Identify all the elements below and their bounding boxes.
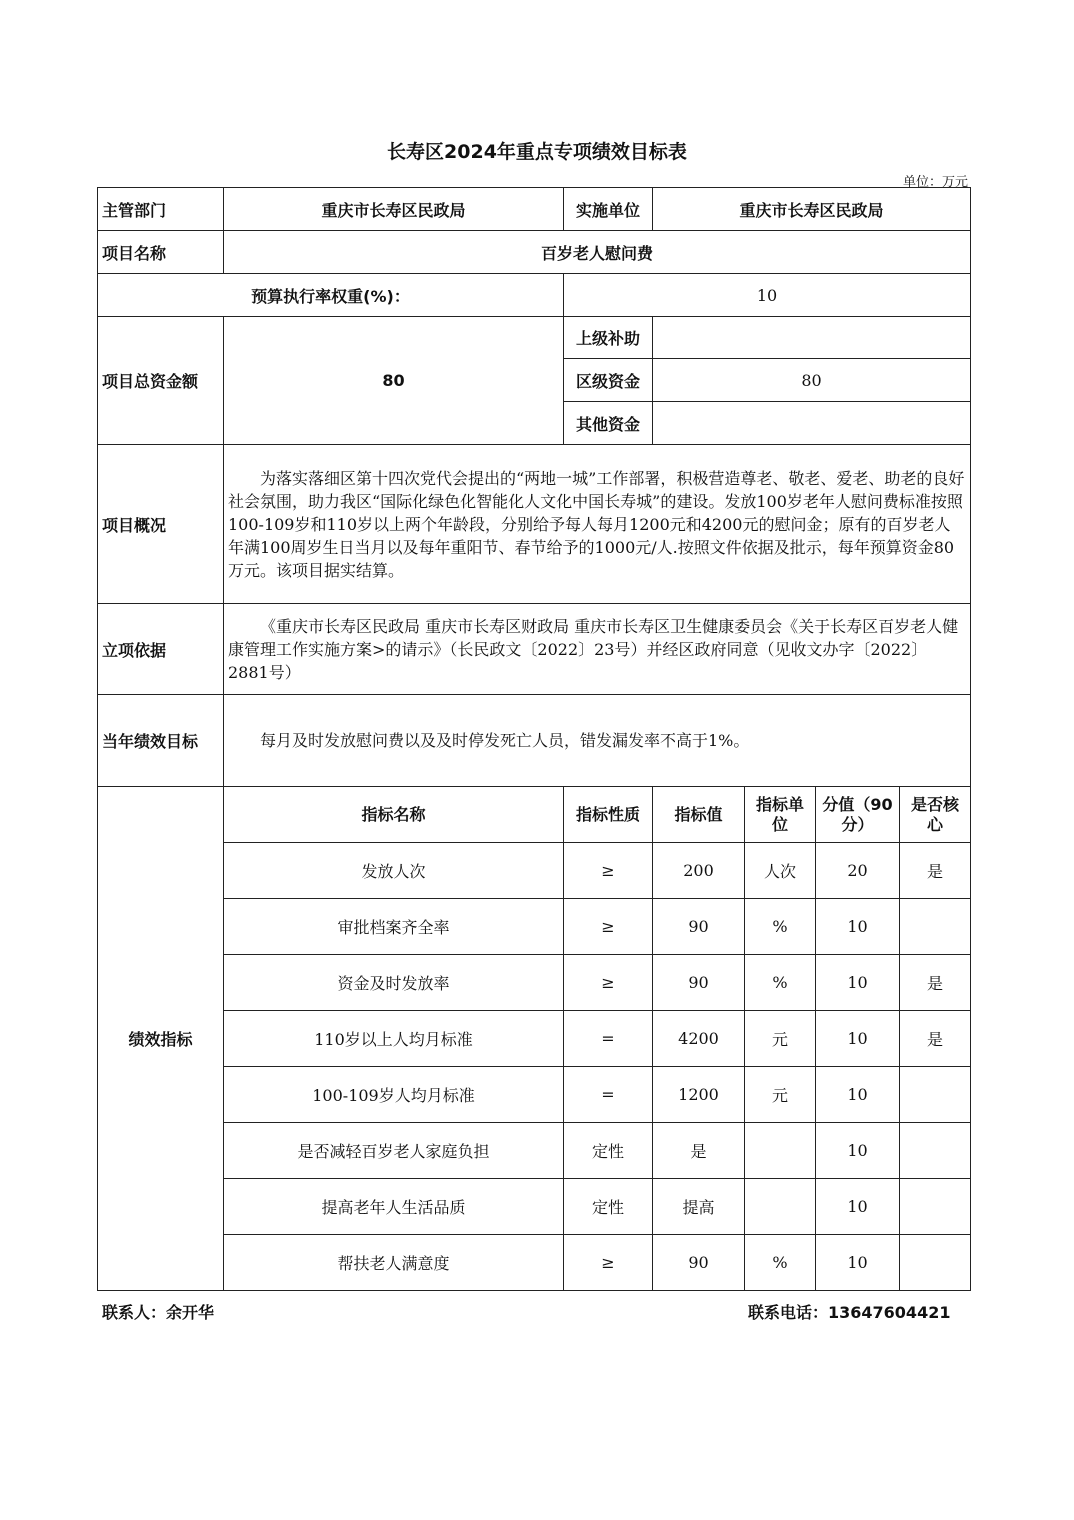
page-title: 长寿区2024年重点专项绩效目标表 (387, 141, 687, 163)
basis-label: 立项依据 (98, 604, 224, 695)
indicator-score: 10 (816, 899, 900, 955)
indicator-unit (745, 1123, 816, 1179)
indicator-nature: ≥ (564, 899, 653, 955)
indicator-value: 是 (653, 1123, 745, 1179)
indicator-nature: ≥ (564, 1235, 653, 1291)
indicator-unit: 人次 (745, 843, 816, 899)
indicator-core (900, 899, 971, 955)
goal-text: 每月及时发放慰问费以及及时停发死亡人员，错发漏发率不高于1%。 (260, 731, 750, 750)
indicator-value: 90 (653, 899, 745, 955)
header-indicator-value: 指标值 (653, 787, 745, 843)
indicator-core (900, 1179, 971, 1235)
indicator-nature: ≥ (564, 843, 653, 899)
indicator-name: 是否减轻百岁老人家庭负担 (224, 1123, 564, 1179)
other-label: 其他资金 (564, 402, 653, 445)
dept-label: 主管部门 (98, 188, 224, 231)
performance-table (97, 187, 971, 1291)
indicator-name: 发放人次 (224, 843, 564, 899)
indicator-value: 提高 (653, 1179, 745, 1235)
other-value (653, 402, 971, 445)
indicator-score: 10 (816, 1235, 900, 1291)
district-value: 80 (653, 359, 971, 402)
dept-value: 重庆市长寿区民政局 (224, 188, 564, 231)
header-indicator-name: 指标名称 (224, 787, 564, 843)
indicator-name: 提高老年人生活品质 (224, 1179, 564, 1235)
indicator-score: 10 (816, 1123, 900, 1179)
indicator-nature: = (564, 1067, 653, 1123)
header-indicator-unit: 指标单位 (745, 787, 816, 843)
indicator-nature: = (564, 1011, 653, 1067)
basis-cell (224, 604, 971, 695)
indicator-score: 10 (816, 1011, 900, 1067)
contact-phone: 联系电话：13647604421 (748, 1303, 951, 1322)
indicator-name: 审批档案齐全率 (224, 899, 564, 955)
indicator-value: 200 (653, 843, 745, 899)
indicator-value: 1200 (653, 1067, 745, 1123)
table-row (98, 899, 971, 955)
indicator-value: 4200 (653, 1011, 745, 1067)
upper-value (653, 317, 971, 359)
indicator-value: 90 (653, 1235, 745, 1291)
indicator-unit: % (745, 899, 816, 955)
indicator-label: 绩效指标 (98, 787, 224, 1291)
goal-label: 当年绩效目标 (98, 695, 224, 787)
header-indicator-score: 分值（90分） (816, 787, 900, 843)
indicator-nature: ≥ (564, 955, 653, 1011)
indicator-name: 100-109岁人均月标准 (224, 1067, 564, 1123)
basis-text: 《重庆市长寿区民政局 重庆市长寿区财政局 重庆市长寿区卫生健康委员会《关于长寿区百岁老人健康管理工作实施方案>的请示》（长民政文〔2022〕23号）并经区政府同意（见收文办字〔2022〕2881号） (228, 616, 959, 682)
header-indicator-core: 是否核心 (900, 787, 971, 843)
table-row (98, 1011, 971, 1067)
indicator-score: 10 (816, 1067, 900, 1123)
indicator-unit: 元 (745, 1067, 816, 1123)
table-row (98, 1067, 971, 1123)
indicator-unit: 元 (745, 1011, 816, 1067)
overview-label: 项目概况 (98, 445, 224, 604)
indicator-unit: % (745, 1235, 816, 1291)
indicator-name: 资金及时发放率 (224, 955, 564, 1011)
goal-cell (224, 695, 971, 787)
overview-text: 为落实落细区第十四次党代会提出的“两地一城”工作部署，积极营造尊老、敬老、爱老、助老的良好社会氛围，助力我区“国际化绿色化智能化人文化中国长寿城”的建设。发放100岁老年人慰问费标准按照100-109岁和110岁以上两个年龄段，分别给予每人每月1200元和4200元的慰问金；原有的百岁老人年满100周岁生日当月以及每年重阳节、春节给予的1000元/人.按照文件依据及批示，每年预算资金80万元。该项目据实结算。 (228, 468, 965, 580)
table-row (98, 1179, 971, 1235)
project-label: 项目名称 (98, 231, 224, 274)
indicator-core (900, 1235, 971, 1291)
upper-label: 上级补助 (564, 317, 653, 359)
indicator-score: 10 (816, 955, 900, 1011)
table-row (98, 843, 971, 899)
indicator-core (900, 1067, 971, 1123)
indicator-name: 110岁以上人均月标准 (224, 1011, 564, 1067)
contact-person: 联系人：余开华 (102, 1303, 215, 1322)
impl-value: 重庆市长寿区民政局 (653, 188, 971, 231)
indicator-unit: % (745, 955, 816, 1011)
indicator-score: 20 (816, 843, 900, 899)
table-row (98, 955, 971, 1011)
header-indicator-nature: 指标性质 (564, 787, 653, 843)
indicator-nature: 定性 (564, 1123, 653, 1179)
funds-total: 80 (224, 317, 564, 445)
weight-value: 10 (564, 274, 971, 317)
indicator-value: 90 (653, 955, 745, 1011)
weight-label: 预算执行率权重(%)： (98, 274, 564, 317)
indicator-nature: 定性 (564, 1179, 653, 1235)
project-value: 百岁老人慰问费 (224, 231, 971, 274)
impl-label: 实施单位 (564, 188, 653, 231)
funds-label: 项目总资金额 (98, 317, 224, 445)
indicator-name: 帮扶老人满意度 (224, 1235, 564, 1291)
indicator-core: 是 (900, 955, 971, 1011)
district-label: 区级资金 (564, 359, 653, 402)
indicator-score: 10 (816, 1179, 900, 1235)
table-row (98, 1235, 971, 1291)
table-row (98, 1123, 971, 1179)
overview-cell (224, 445, 971, 604)
indicator-core: 是 (900, 1011, 971, 1067)
indicator-unit (745, 1179, 816, 1235)
indicator-core (900, 1123, 971, 1179)
unit-note: 单位：万元 (902, 175, 968, 190)
indicator-core: 是 (900, 843, 971, 899)
